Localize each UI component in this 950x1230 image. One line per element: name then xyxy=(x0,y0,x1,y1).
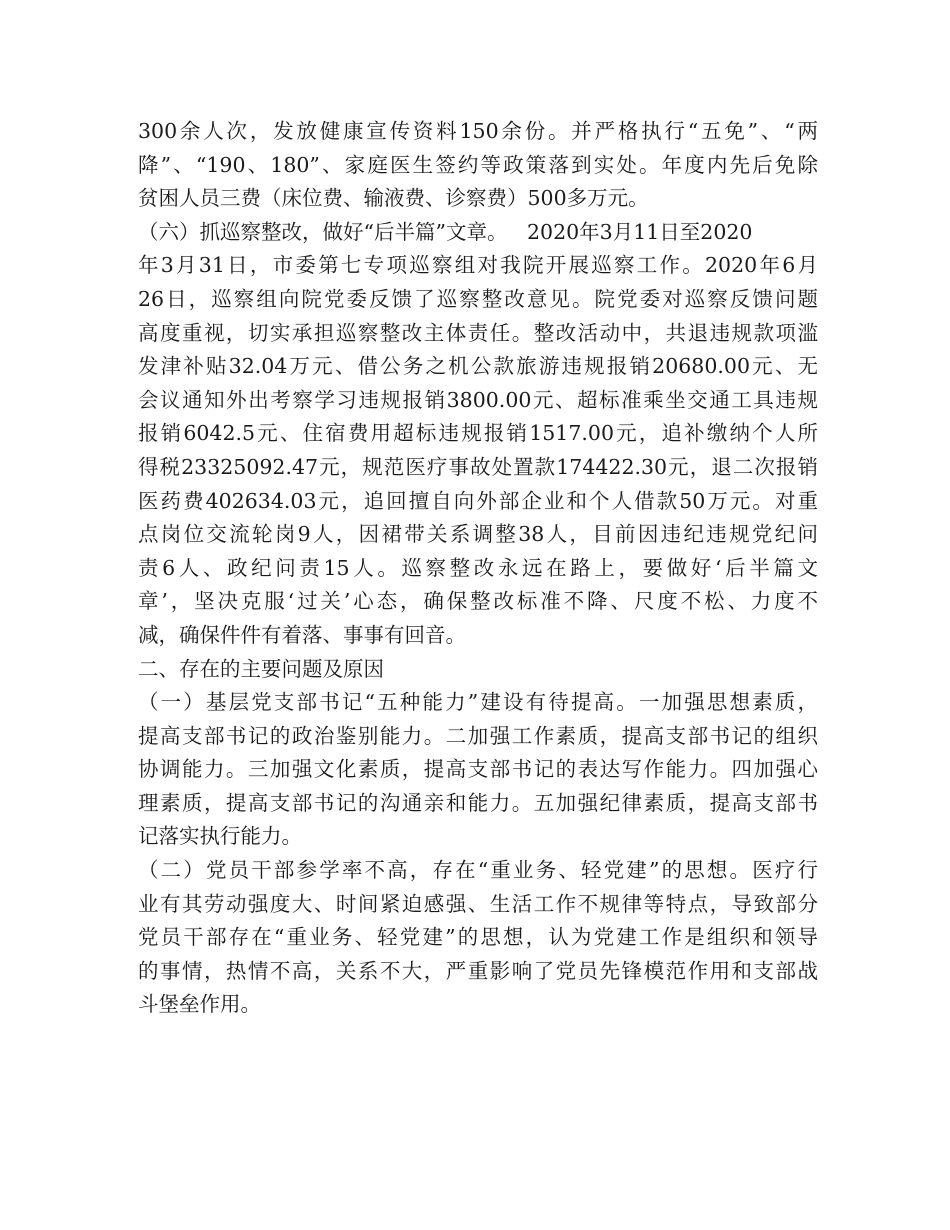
section-heading-line: （六）抓巡察整改，做好“后半篇”文章。 2020年3月11日至2020 xyxy=(138,219,753,244)
subsection-heading-line: （二）党员干部参学率不高，存在“重业务、轻党建”的思想。医疗行 xyxy=(138,858,818,883)
text-line: 降”、“190、180”、家庭医生签约等政策落到实处。年度内先后免除 xyxy=(138,152,818,177)
text-line: 会议通知外出考察学习违规报销3800.00元、超标准乘坐交通工具违规 xyxy=(138,387,818,412)
text-line: 理素质，提高支部书记的沟通亲和能力。五加强纪律素质，提高支部书 xyxy=(138,790,818,815)
text-line: 报销6042.5元、住宿费用超标违规报销1517.00元，追补缴纳个人所 xyxy=(138,421,818,446)
text-line: 年3月31日，市委第七专项巡察组对我院开展巡察工作。2020年6月 xyxy=(138,253,818,278)
text-line: 责6人、政纪问责15人。巡察整改永远在路上，要做好‘后半篇文 xyxy=(138,555,818,580)
text-line: 业有其劳动强度大、时间紧迫感强、生活工作不规律等特点，导致部分 xyxy=(138,891,818,916)
text-line: 斗堡垒作用。 xyxy=(138,992,261,1017)
text-line: 高度重视，切实承担巡察整改主体责任。整改活动中，共退违规款项滥 xyxy=(138,320,818,345)
text-line: 发津补贴32.04万元、借公务之机公款旅游违规报销20680.00元、无 xyxy=(138,354,818,379)
text-line: 点岗位交流轮岗9人，因裙带关系调整38人，目前因违纪违规党纪问 xyxy=(138,522,818,547)
text-line: 提高支部书记的政治鉴别能力。二加强工作素质，提高支部书记的组织 xyxy=(138,723,818,748)
text-line: 章’，坚决克服‘过关’心态，确保整改标准不降、尺度不松、力度不 xyxy=(138,589,818,614)
text-line: 减，确保件件有着落、事事有回音。 xyxy=(138,622,466,647)
subsection-heading-line: （一）基层党支部书记“五种能力”建设有待提高。一加强思想素质， xyxy=(138,690,818,715)
text-line: 300余人次，发放健康宣传资料150余份。并严格执行“五免”、“两 xyxy=(138,119,818,143)
text-line: 的事情，热情不高，关系不大，严重影响了党员先锋模范作用和支部战 xyxy=(138,958,818,983)
text-line: 贫困人员三费（床位费、输液费、诊察费）500多万元。 xyxy=(138,186,649,211)
text-line: 得税23325092.47元，规范医疗事故处置款174422.30元，退二次报销 xyxy=(138,454,818,479)
text-line: 党员干部存在“重业务、轻党建”的思想，认为党建工作是组织和领导 xyxy=(138,925,818,950)
text-line: 记落实执行能力。 xyxy=(138,824,302,849)
document-body xyxy=(138,115,818,1022)
text-line: 协调能力。三加强文化素质，提高支部书记的表达写作能力。四加强心 xyxy=(138,757,818,782)
section-heading: 二、存在的主要问题及原因 xyxy=(138,656,384,681)
text-line: 26日，巡察组向院党委反馈了巡察整改意见。院党委对巡察反馈问题 xyxy=(138,286,818,311)
text-line: 医药费402634.03元，追回擅自向外部企业和个人借款50万元。对重 xyxy=(138,488,818,513)
